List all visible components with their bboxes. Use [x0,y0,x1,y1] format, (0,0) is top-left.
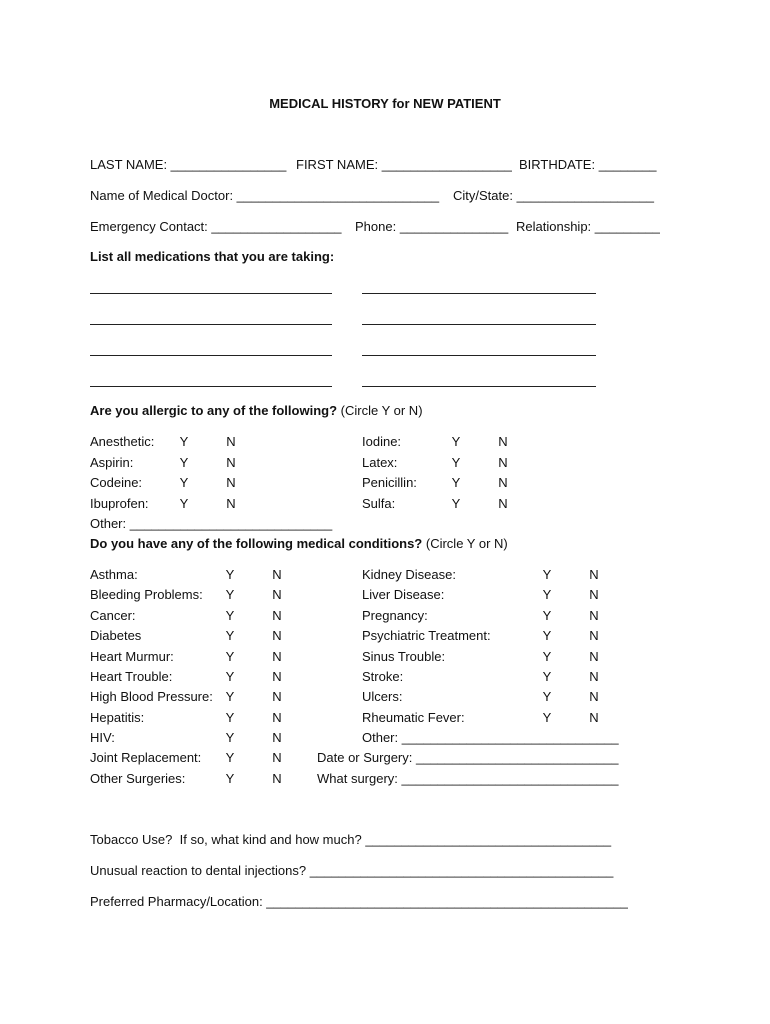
condition-no-option[interactable]: N [589,669,599,684]
condition-no-option[interactable]: N [272,608,282,623]
allergy-no-option[interactable]: N [498,455,508,470]
condition-no-option[interactable]: N [272,587,282,602]
allergy-label: Codeine: [90,475,143,490]
condition-label: Pregnancy: [362,608,428,623]
condition-no-option[interactable]: N [272,710,282,725]
first-name-field[interactable]: FIRST NAME: __________________ [296,157,512,172]
allergy-no-option[interactable]: N [498,475,508,490]
condition-yes-option[interactable]: Y [225,771,235,786]
allergy-label: Anesthetic: [90,434,155,449]
conditions-question: Do you have any of the following medical conditions? [90,536,423,551]
condition-yes-option[interactable]: Y [542,649,552,664]
medication-line[interactable] [362,293,596,294]
condition-yes-option[interactable]: Y [542,608,552,623]
condition-label: Hepatitis: [90,710,145,725]
condition-no-option[interactable]: N [589,689,599,704]
condition-yes-option[interactable]: Y [225,587,235,602]
form-title: MEDICAL HISTORY for NEW PATIENT [269,96,501,111]
allergy-no-option[interactable]: N [498,496,508,511]
medications-prompt: List all medications that you are taking: [90,249,335,264]
condition-yes-option[interactable]: Y [225,750,235,765]
allergy-yes-option[interactable]: Y [179,455,189,470]
allergy-no-option[interactable]: N [226,434,236,449]
allergies-heading [90,403,423,419]
allergy-no-option[interactable]: N [226,496,236,511]
condition-no-option[interactable]: N [272,771,282,786]
allergy-yes-option[interactable]: Y [179,496,189,511]
condition-no-option[interactable]: N [589,649,599,664]
condition-label: Ulcers: [362,689,403,704]
condition-label: Diabetes [90,628,142,643]
condition-label: Sinus Trouble: [362,649,446,664]
condition-yes-option[interactable]: Y [225,628,235,643]
condition-yes-option[interactable]: Y [542,669,552,684]
allergy-label: Latex: [362,455,398,470]
condition-yes-option[interactable]: Y [542,689,552,704]
medication-line[interactable] [90,386,332,387]
medication-line[interactable] [90,324,332,325]
condition-yes-option[interactable]: Y [225,669,235,684]
condition-no-option[interactable]: N [272,750,282,765]
allergy-yes-option[interactable]: Y [451,434,461,449]
condition-label: Bleeding Problems: [90,587,203,602]
condition-no-option[interactable]: N [589,710,599,725]
allergy-label: Sulfa: [362,496,396,511]
condition-label: Heart Trouble: [90,669,173,684]
allergy-no-option[interactable]: N [498,434,508,449]
medical-doctor-field[interactable]: Name of Medical Doctor: ____________________________ [90,188,440,203]
condition-yes-option[interactable]: Y [225,567,235,582]
relationship-field[interactable]: Relationship: _________ [516,219,660,234]
allergies-instruction: (Circle Y or N) [340,403,423,418]
condition-no-option[interactable]: N [589,628,599,643]
dental-reaction-field[interactable]: Unusual reaction to dental injections? __________________________________________ [90,863,614,878]
allergy-label: Penicillin: [362,475,417,490]
condition-no-option[interactable]: N [589,608,599,623]
allergy-yes-option[interactable]: Y [179,434,189,449]
conditions-instruction: (Circle Y or N) [425,536,508,551]
condition-yes-option[interactable]: Y [225,710,235,725]
city-state-field[interactable]: City/State: ___________________ [453,188,654,203]
allergy-other-field[interactable]: Other: ____________________________ [90,516,333,531]
allergy-yes-option[interactable]: Y [451,475,461,490]
condition-no-option[interactable]: N [589,567,599,582]
condition-yes-option[interactable]: Y [542,567,552,582]
condition-no-option[interactable]: N [272,649,282,664]
condition-label: Heart Murmur: [90,649,174,664]
condition-label: Cancer: [90,608,136,623]
condition-yes-option[interactable]: Y [542,628,552,643]
allergy-yes-option[interactable]: Y [179,475,189,490]
condition-label: Joint Replacement: [90,750,202,765]
allergy-no-option[interactable]: N [226,455,236,470]
surgery-date-field[interactable]: Date or Surgery: ____________________________ [317,750,619,765]
medication-line[interactable] [362,386,596,387]
condition-no-option[interactable]: N [272,628,282,643]
tobacco-use-field[interactable]: Tobacco Use? If so, what kind and how much? __________________________________ [90,832,612,847]
condition-label: Asthma: [90,567,138,582]
emergency-contact-field[interactable]: Emergency Contact: __________________ [90,219,342,234]
condition-label: Stroke: [362,669,404,684]
allergy-label: Iodine: [362,434,402,449]
condition-label: Rheumatic Fever: [362,710,465,725]
allergies-question: Are you allergic to any of the following? [90,403,338,418]
condition-yes-option[interactable]: Y [225,608,235,623]
allergy-no-option[interactable]: N [226,475,236,490]
condition-no-option[interactable]: N [272,669,282,684]
surgery-type-field[interactable]: What surgery: ______________________________ [317,771,619,786]
allergy-yes-option[interactable]: Y [451,455,461,470]
condition-yes-option[interactable]: Y [542,587,552,602]
birthdate-field[interactable]: BIRTHDATE: ________ [519,157,657,172]
last-name-field[interactable]: LAST NAME: ________________ [90,157,287,172]
condition-yes-option[interactable]: Y [225,730,235,745]
condition-label: Liver Disease: [362,587,445,602]
condition-label: HIV: [90,730,115,745]
condition-label: Other Surgeries: [90,771,186,786]
condition-no-option[interactable]: N [589,587,599,602]
allergy-label: Ibuprofen: [90,496,149,511]
phone-field[interactable]: Phone: _______________ [355,219,509,234]
conditions-heading [90,536,508,552]
condition-label: Psychiatric Treatment: [362,628,491,643]
allergy-label: Aspirin: [90,455,134,470]
condition-label: High Blood Pressure: [90,689,213,704]
condition-label: Kidney Disease: [362,567,456,582]
condition-no-option[interactable]: N [272,567,282,582]
medication-line[interactable] [90,293,332,294]
allergy-yes-option[interactable]: Y [451,496,461,511]
medication-line[interactable] [362,355,596,356]
condition-yes-option[interactable]: Y [225,689,235,704]
condition-yes-option[interactable]: Y [542,710,552,725]
condition-other-field[interactable]: Other: ______________________________ [362,730,619,745]
condition-no-option[interactable]: N [272,730,282,745]
preferred-pharmacy-field[interactable]: Preferred Pharmacy/Location: __________________________________________________ [90,894,628,909]
condition-yes-option[interactable]: Y [225,649,235,664]
medication-line[interactable] [362,324,596,325]
medication-line[interactable] [90,355,332,356]
condition-no-option[interactable]: N [272,689,282,704]
